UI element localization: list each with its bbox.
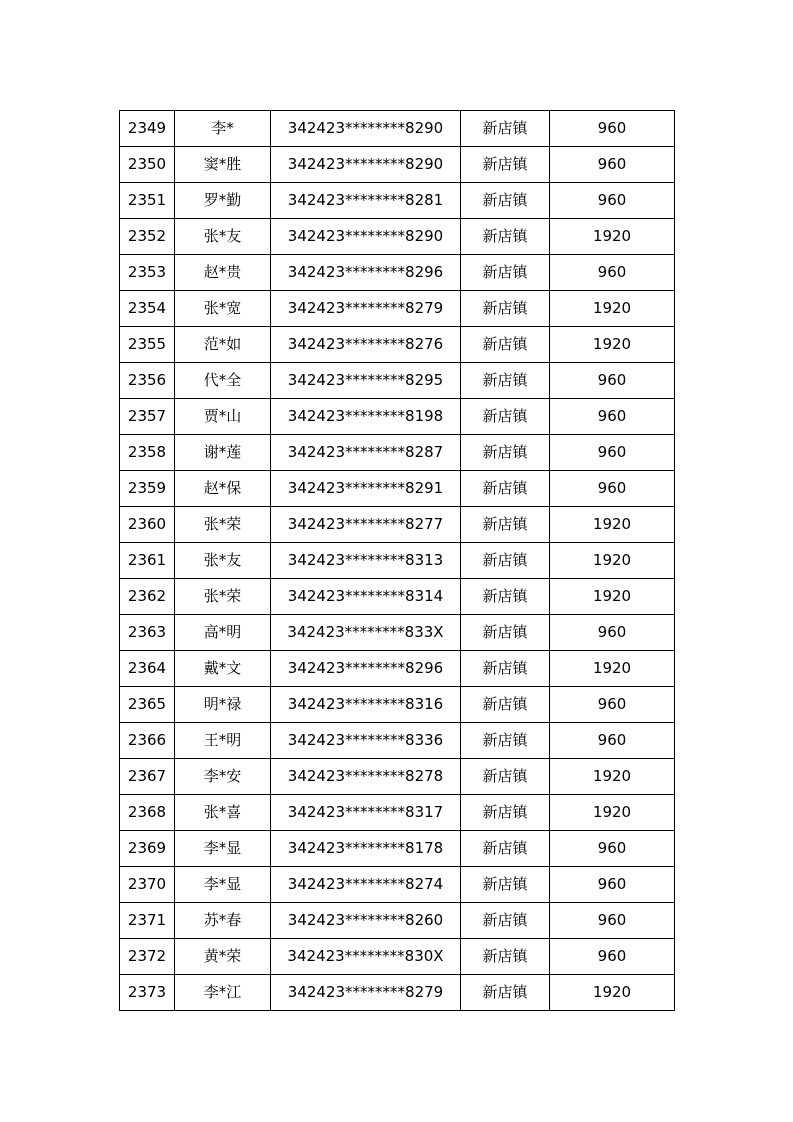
subsidy-amount: 1920: [550, 795, 675, 831]
row-number: 2372: [120, 939, 175, 975]
subsidy-amount: 960: [550, 399, 675, 435]
person-name: 李*显: [175, 831, 271, 867]
id-number: 342423********8281: [271, 183, 461, 219]
town-name: 新店镇: [461, 759, 550, 795]
table-row: [120, 327, 675, 363]
id-number: 342423********8314: [271, 579, 461, 615]
row-number: 2353: [120, 255, 175, 291]
subsidy-amount: 1920: [550, 291, 675, 327]
town-name: 新店镇: [461, 507, 550, 543]
town-name: 新店镇: [461, 219, 550, 255]
person-name: 明*禄: [175, 687, 271, 723]
row-number: 2354: [120, 291, 175, 327]
town-name: 新店镇: [461, 363, 550, 399]
row-number: 2358: [120, 435, 175, 471]
table-row: [120, 255, 675, 291]
row-number: 2363: [120, 615, 175, 651]
subsidy-amount: 960: [550, 867, 675, 903]
subsidy-amount: 1920: [550, 579, 675, 615]
table-row: [120, 651, 675, 687]
row-number: 2367: [120, 759, 175, 795]
subsidy-amount: 960: [550, 183, 675, 219]
table-row: [120, 975, 675, 1011]
table-row: [120, 615, 675, 651]
subsidy-amount: 1920: [550, 219, 675, 255]
id-number: 342423********833X: [271, 615, 461, 651]
table-row: [120, 579, 675, 615]
id-number: 342423********8274: [271, 867, 461, 903]
person-name: 戴*文: [175, 651, 271, 687]
id-number: 342423********8296: [271, 651, 461, 687]
id-number: 342423********8317: [271, 795, 461, 831]
row-number: 2359: [120, 471, 175, 507]
roster-table: [119, 110, 675, 1011]
person-name: 苏*春: [175, 903, 271, 939]
row-number: 2355: [120, 327, 175, 363]
id-number: 342423********8296: [271, 255, 461, 291]
table-row: [120, 939, 675, 975]
row-number: 2364: [120, 651, 175, 687]
town-name: 新店镇: [461, 435, 550, 471]
town-name: 新店镇: [461, 327, 550, 363]
id-number: 342423********8198: [271, 399, 461, 435]
person-name: 窦*胜: [175, 147, 271, 183]
person-name: 张*荣: [175, 579, 271, 615]
id-number: 342423********8279: [271, 291, 461, 327]
table-row: [120, 111, 675, 147]
town-name: 新店镇: [461, 543, 550, 579]
person-name: 代*全: [175, 363, 271, 399]
town-name: 新店镇: [461, 939, 550, 975]
id-number: 342423********8295: [271, 363, 461, 399]
town-name: 新店镇: [461, 687, 550, 723]
person-name: 张*友: [175, 219, 271, 255]
town-name: 新店镇: [461, 147, 550, 183]
person-name: 王*明: [175, 723, 271, 759]
id-number: 342423********8290: [271, 111, 461, 147]
subsidy-amount: 960: [550, 111, 675, 147]
subsidy-amount: 960: [550, 255, 675, 291]
table-row: [120, 363, 675, 399]
town-name: 新店镇: [461, 579, 550, 615]
id-number: 342423********8277: [271, 507, 461, 543]
person-name: 黄*荣: [175, 939, 271, 975]
id-number: 342423********8290: [271, 219, 461, 255]
row-number: 2356: [120, 363, 175, 399]
person-name: 赵*贵: [175, 255, 271, 291]
id-number: 342423********8336: [271, 723, 461, 759]
town-name: 新店镇: [461, 255, 550, 291]
id-number: 342423********8278: [271, 759, 461, 795]
subsidy-amount: 1920: [550, 543, 675, 579]
person-name: 李*显: [175, 867, 271, 903]
subsidy-amount: 960: [550, 723, 675, 759]
person-name: 谢*莲: [175, 435, 271, 471]
table-row: [120, 291, 675, 327]
table-row: [120, 507, 675, 543]
row-number: 2366: [120, 723, 175, 759]
row-number: 2349: [120, 111, 175, 147]
table-row: [120, 903, 675, 939]
row-number: 2357: [120, 399, 175, 435]
person-name: 范*如: [175, 327, 271, 363]
subsidy-amount: 960: [550, 687, 675, 723]
subsidy-amount: 960: [550, 831, 675, 867]
table-row: [120, 759, 675, 795]
person-name: 李*: [175, 111, 271, 147]
subsidy-amount: 1920: [550, 507, 675, 543]
row-number: 2369: [120, 831, 175, 867]
row-number: 2361: [120, 543, 175, 579]
table-row: [120, 687, 675, 723]
person-name: 贾*山: [175, 399, 271, 435]
subsidy-amount: 960: [550, 615, 675, 651]
id-number: 342423********8279: [271, 975, 461, 1011]
row-number: 2370: [120, 867, 175, 903]
town-name: 新店镇: [461, 183, 550, 219]
person-name: 赵*保: [175, 471, 271, 507]
row-number: 2351: [120, 183, 175, 219]
person-name: 张*喜: [175, 795, 271, 831]
row-number: 2362: [120, 579, 175, 615]
table-row: [120, 471, 675, 507]
subsidy-amount: 960: [550, 363, 675, 399]
subsidy-amount: 960: [550, 435, 675, 471]
person-name: 高*明: [175, 615, 271, 651]
table-row: [120, 399, 675, 435]
table-row: [120, 543, 675, 579]
table-row: [120, 831, 675, 867]
town-name: 新店镇: [461, 831, 550, 867]
table-row: [120, 147, 675, 183]
town-name: 新店镇: [461, 975, 550, 1011]
person-name: 李*江: [175, 975, 271, 1011]
subsidy-amount: 1920: [550, 975, 675, 1011]
subsidy-amount: 1920: [550, 327, 675, 363]
subsidy-amount: 960: [550, 903, 675, 939]
id-number: 342423********8178: [271, 831, 461, 867]
row-number: 2371: [120, 903, 175, 939]
subsidy-amount: 960: [550, 147, 675, 183]
id-number: 342423********8276: [271, 327, 461, 363]
row-number: 2373: [120, 975, 175, 1011]
person-name: 张*友: [175, 543, 271, 579]
id-number: 342423********830X: [271, 939, 461, 975]
id-number: 342423********8260: [271, 903, 461, 939]
town-name: 新店镇: [461, 399, 550, 435]
town-name: 新店镇: [461, 291, 550, 327]
town-name: 新店镇: [461, 651, 550, 687]
person-name: 张*荣: [175, 507, 271, 543]
id-number: 342423********8290: [271, 147, 461, 183]
roster-body: [120, 111, 675, 1011]
town-name: 新店镇: [461, 471, 550, 507]
id-number: 342423********8316: [271, 687, 461, 723]
table-row: [120, 435, 675, 471]
id-number: 342423********8291: [271, 471, 461, 507]
id-number: 342423********8287: [271, 435, 461, 471]
person-name: 李*安: [175, 759, 271, 795]
table-row: [120, 183, 675, 219]
person-name: 罗*勤: [175, 183, 271, 219]
row-number: 2360: [120, 507, 175, 543]
town-name: 新店镇: [461, 111, 550, 147]
table-row: [120, 867, 675, 903]
table-row: [120, 795, 675, 831]
row-number: 2350: [120, 147, 175, 183]
row-number: 2368: [120, 795, 175, 831]
subsidy-amount: 960: [550, 471, 675, 507]
id-number: 342423********8313: [271, 543, 461, 579]
subsidy-amount: 960: [550, 939, 675, 975]
subsidy-amount: 1920: [550, 651, 675, 687]
town-name: 新店镇: [461, 615, 550, 651]
town-name: 新店镇: [461, 903, 550, 939]
person-name: 张*宽: [175, 291, 271, 327]
town-name: 新店镇: [461, 795, 550, 831]
row-number: 2365: [120, 687, 175, 723]
town-name: 新店镇: [461, 867, 550, 903]
table-row: [120, 219, 675, 255]
subsidy-amount: 1920: [550, 759, 675, 795]
table-row: [120, 723, 675, 759]
town-name: 新店镇: [461, 723, 550, 759]
row-number: 2352: [120, 219, 175, 255]
